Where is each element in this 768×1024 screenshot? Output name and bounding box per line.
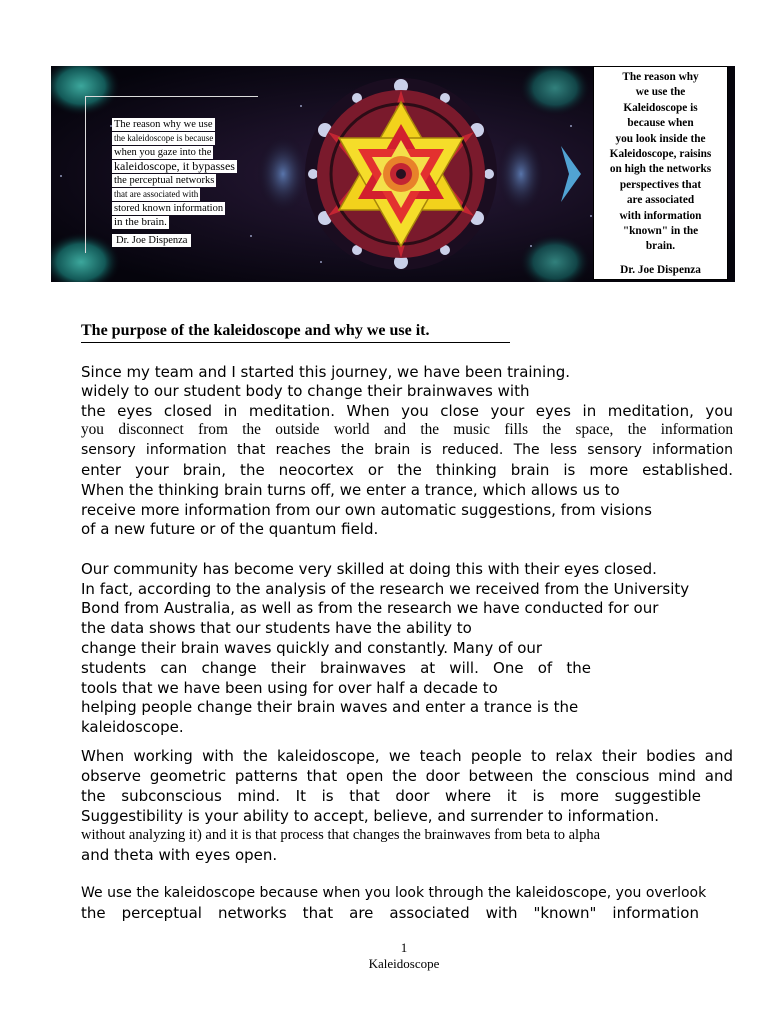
body-line: students can change their brainwaves at will. One of the	[81, 659, 591, 677]
body-line: enter your brain, the neocortex or the thinking brain is more established.	[81, 461, 733, 479]
body-line: Our community has become very skilled at doing this with their eyes closed.	[81, 560, 657, 578]
right-quote-line: brain.	[645, 240, 676, 253]
left-quote-line: kaleidoscope, it bypasses	[114, 159, 235, 173]
right-quote-line: perspectives that	[619, 178, 702, 191]
right-quote-box	[593, 66, 728, 280]
body-line: In fact, according to the analysis of the research we received from the University	[81, 580, 690, 598]
body-line: observe geometric patterns that open the door between the conscious mind and	[81, 767, 733, 785]
right-quote-line: with information	[619, 209, 702, 222]
body-line: kaleidoscope.	[81, 718, 184, 736]
right-quote-line: Kaleidoscope is	[623, 101, 698, 114]
left-quote-author: Dr. Joe Dispenza	[112, 234, 191, 247]
page-heading: The purpose of the kaleidoscope and why we use it.	[81, 322, 430, 339]
body-line: and theta with eyes open.	[81, 846, 278, 864]
right-quote-line: are associated	[626, 194, 695, 207]
right-quote-line: we use the	[635, 86, 686, 99]
body-line: Suggestibility is your ability to accept, believe, and surrender to information.	[81, 807, 659, 825]
right-quote-line: on high the networks	[609, 163, 712, 176]
left-quote-line: the perceptual networks	[114, 175, 215, 186]
left-quote-line: the kaleidoscope is because	[114, 133, 214, 143]
body-line: When working with the kaleidoscope, we teach people to relax their bodies and	[81, 747, 733, 765]
right-quote-line: you look inside the	[615, 132, 706, 145]
left-quote-line: The reason why we use	[114, 119, 213, 130]
body-line: the eyes closed in meditation. When you close your eyes in meditation, you	[81, 402, 733, 420]
left-quote-box	[85, 96, 258, 253]
body-line: tools that we have been using for over half a decade to	[81, 679, 498, 697]
body-line: We use the kaleidoscope because when you look through the kaleidoscope, you overlook	[81, 885, 707, 901]
right-quote-line: because when	[627, 117, 694, 130]
body-line: of a new future or of the quantum field.	[81, 520, 379, 538]
body-line: you disconnect from the outside world and the music fills the space, the information	[81, 421, 733, 438]
right-quote-line: The reason why	[622, 71, 699, 83]
body-line: the data shows that our students have the ability to	[81, 619, 472, 637]
body-line: Since my team and I started this journey, we have been training.	[81, 363, 571, 381]
right-quote-line: Kaleidoscope, raisins	[609, 148, 712, 161]
body-line: the perceptual networks that are associated with "known" information	[81, 904, 699, 922]
body-line: receive more information from our own automatic suggestions, from visions	[81, 501, 652, 519]
body-line: When the thinking brain turns off, we enter a trance, which allows us to	[81, 481, 620, 499]
left-quote-line: stored known information	[114, 203, 224, 214]
footer-title: Kaleidoscope	[368, 956, 440, 971]
body-line: without analyzing it) and it is that process that changes the brainwaves from beta to alpha	[81, 827, 601, 843]
right-quote-line: "known" in the	[622, 225, 699, 238]
body-line: helping people change their brain waves and enter a trance is the	[81, 698, 579, 716]
right-quote-author: Dr. Joe Dispenza	[620, 263, 701, 276]
body-line: Bond from Australia, as well as from the research we have conducted for our	[81, 599, 659, 617]
left-quote-line: when you gaze into the	[114, 147, 212, 158]
page-number: 1	[400, 940, 408, 955]
body-line: change their brain waves quickly and constantly. Many of our	[81, 639, 543, 657]
body-line: the subconscious mind. It is that door where it is more suggestible	[81, 787, 701, 805]
body-line: sensory information that reaches the brain is reduced. The less sensory information	[81, 442, 733, 458]
body-line: widely to our student body to change their brainwaves with	[81, 382, 530, 400]
left-quote-line: in the brain.	[114, 216, 167, 228]
left-quote-line: that are associated with	[114, 189, 199, 199]
heading-underline	[81, 342, 510, 343]
